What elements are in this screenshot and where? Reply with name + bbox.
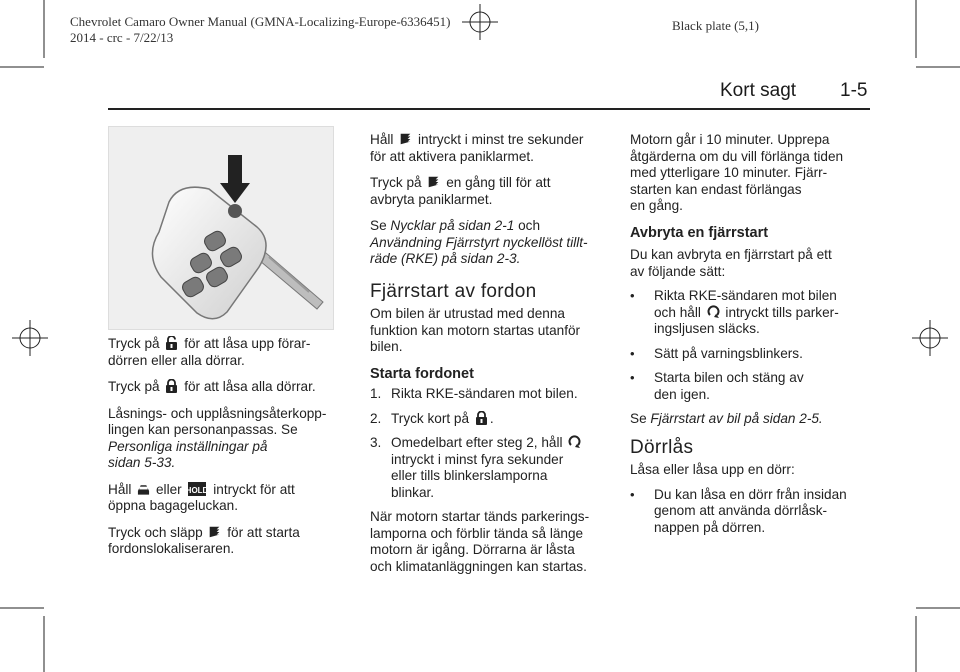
remote-start-intro: [370, 306, 610, 356]
text: fordonslokaliseraren.: [108, 541, 235, 556]
header-date-line: 2014 - crc - 7/22/13: [70, 30, 174, 45]
list-item: [630, 346, 875, 363]
text: och: [518, 218, 541, 233]
remote-start-reference: [630, 411, 875, 428]
trunk-icon: [137, 482, 150, 496]
text: Sätt på varningsblinkers.: [654, 345, 803, 361]
see-also-paragraph: [370, 218, 610, 268]
panic-horn-icon: [399, 132, 412, 146]
cross-reference: Personliga inställningar på: [108, 438, 268, 454]
text: för att starta: [227, 524, 300, 540]
text: eller: [155, 481, 182, 497]
text: .: [489, 410, 494, 426]
list-item: [630, 487, 875, 537]
text: lamporna och förblir tända så länge: [370, 525, 584, 541]
unlock-paragraph: [108, 336, 343, 369]
panic-activate-paragraph: [370, 132, 610, 165]
text: eller tills blinkerslamporna: [391, 468, 548, 483]
text: lingen kan personanpassas. Se: [108, 422, 298, 437]
text: intryckt för att: [213, 481, 295, 497]
text: för att aktivera paniklarmet.: [370, 148, 534, 164]
header-rule: [108, 108, 870, 110]
text: Tryck kort på: [391, 410, 470, 426]
left-column: [108, 336, 343, 558]
step-number: 3.: [370, 435, 382, 450]
steps-list: [370, 386, 610, 501]
header-source-line: Chevrolet Camaro Owner Manual (GMNA-Localizing-Europe-6336451): [70, 14, 451, 29]
unlock-icon: [165, 336, 178, 350]
text: starten kan endast förlängas: [630, 181, 802, 197]
text: Tryck på: [108, 379, 160, 394]
panic-horn-icon: [427, 175, 440, 189]
text: Håll: [108, 481, 132, 497]
cross-reference: Användning Fjärrstyrt nyckellöst tillt-: [370, 234, 588, 250]
hold-icon: [187, 482, 207, 496]
middle-column: [370, 132, 610, 575]
text: Starta bilen och stäng av: [654, 370, 804, 385]
page-number: 1-5: [840, 80, 868, 101]
text: för att låsa upp förar-: [184, 336, 311, 351]
list-item: [370, 411, 610, 428]
text: och klimatanläggningen kan startas.: [370, 558, 587, 574]
step-number: 2.: [370, 410, 382, 426]
text: ingsljusen släcks.: [654, 321, 760, 336]
text: en gång.: [630, 198, 683, 213]
key-fob-illustration: [108, 126, 334, 330]
cross-reference: räde (RKE) på sidan 2-3.: [370, 251, 521, 266]
start-vehicle-subheading: Starta fordonet: [370, 365, 474, 382]
text: den igen.: [654, 386, 710, 402]
step-number: 1.: [370, 386, 382, 401]
text: Om bilen är utrustad med denna: [370, 306, 565, 321]
text: funktion kan motorn startas utanför: [370, 322, 581, 338]
text: åtgärderna om du vill förlänga tiden: [630, 148, 844, 164]
panic-cancel-paragraph: [370, 175, 610, 208]
text: När motorn startar tänds parkerings-: [370, 509, 590, 524]
door-locks-intro: Låsa eller låsa upp en dörr:: [630, 462, 795, 477]
text: bilen.: [370, 339, 403, 354]
text: en gång till för att: [446, 175, 551, 190]
text: Du kan låsa en dörr från insidan: [654, 486, 847, 502]
locator-paragraph: [108, 525, 343, 558]
text: av följande sätt:: [630, 263, 726, 279]
text: för att låsa alla dörrar.: [184, 379, 316, 394]
text: dörren eller alla dörrar.: [108, 352, 245, 368]
list-item: [630, 370, 875, 403]
text: Håll: [370, 132, 394, 147]
text: Tryck på: [108, 336, 160, 351]
text: Omedelbart efter steg 2, håll: [391, 435, 563, 450]
runtime-paragraph: [630, 132, 875, 215]
text: Motorn går i 10 minuter. Upprepa: [630, 132, 830, 147]
cross-reference: sidan 5-33.: [108, 455, 176, 470]
text: genom att använda dörrlåsk-: [654, 503, 828, 518]
list-item: [370, 386, 610, 403]
section-title: Kort sagt: [720, 80, 797, 101]
text: Rikta RKE-sändaren mot bilen.: [391, 386, 578, 401]
text: med ytterligare 10 minuter. Fjärr-: [630, 165, 828, 180]
text: Tryck och släpp: [108, 524, 203, 540]
lock-paragraph: [108, 379, 343, 396]
header-plate: Black plate (5,1): [672, 18, 759, 33]
remote-start-icon: [707, 305, 720, 319]
cancel-intro: [630, 247, 875, 280]
list-item: [370, 435, 610, 501]
text: Du kan avbryta en fjärrstart på ett: [630, 247, 832, 262]
cross-reference: Fjärrstart av bil på sidan 2-5.: [650, 411, 823, 426]
text: blinkar.: [391, 484, 435, 500]
panic-horn-icon: [208, 525, 221, 539]
text: motorn är igång. Dörrarna är låsta: [370, 542, 575, 557]
text: avbryta paniklarmet.: [370, 191, 493, 207]
feedback-paragraph: [108, 406, 343, 472]
lock-icon: [475, 411, 488, 425]
text: Låsnings- och upplåsningsåterkopp-: [108, 405, 327, 421]
lock-icon: [165, 379, 178, 393]
text: Tryck på: [370, 175, 422, 190]
cancel-remote-start-subheading: Avbryta en fjärrstart: [630, 224, 769, 241]
text: intryckt i minst tre sekunder: [417, 132, 584, 147]
cross-reference: Nycklar på sidan 2-1: [390, 218, 515, 233]
text: intryckt i minst fyra sekunder: [391, 451, 564, 467]
text: Rikta RKE-sändaren mot bilen: [654, 288, 837, 303]
text: Se: [370, 218, 387, 233]
door-locks-heading: Dörrlås: [630, 436, 694, 458]
right-column: [630, 132, 875, 536]
text: Se: [630, 411, 647, 426]
engine-start-paragraph: [370, 509, 610, 575]
remote-start-icon: [568, 435, 581, 449]
text: intryckt tills parker-: [725, 304, 839, 320]
text: och håll: [654, 304, 701, 320]
remote-start-heading: Fjärrstart av fordon: [370, 280, 537, 302]
text: nappen på dörren.: [654, 519, 766, 535]
cancel-options-list: [630, 288, 875, 403]
door-locks-list: [630, 487, 875, 537]
text: öppna bagageluckan.: [108, 498, 239, 513]
list-item: [630, 288, 875, 338]
trunk-paragraph: [108, 482, 343, 515]
